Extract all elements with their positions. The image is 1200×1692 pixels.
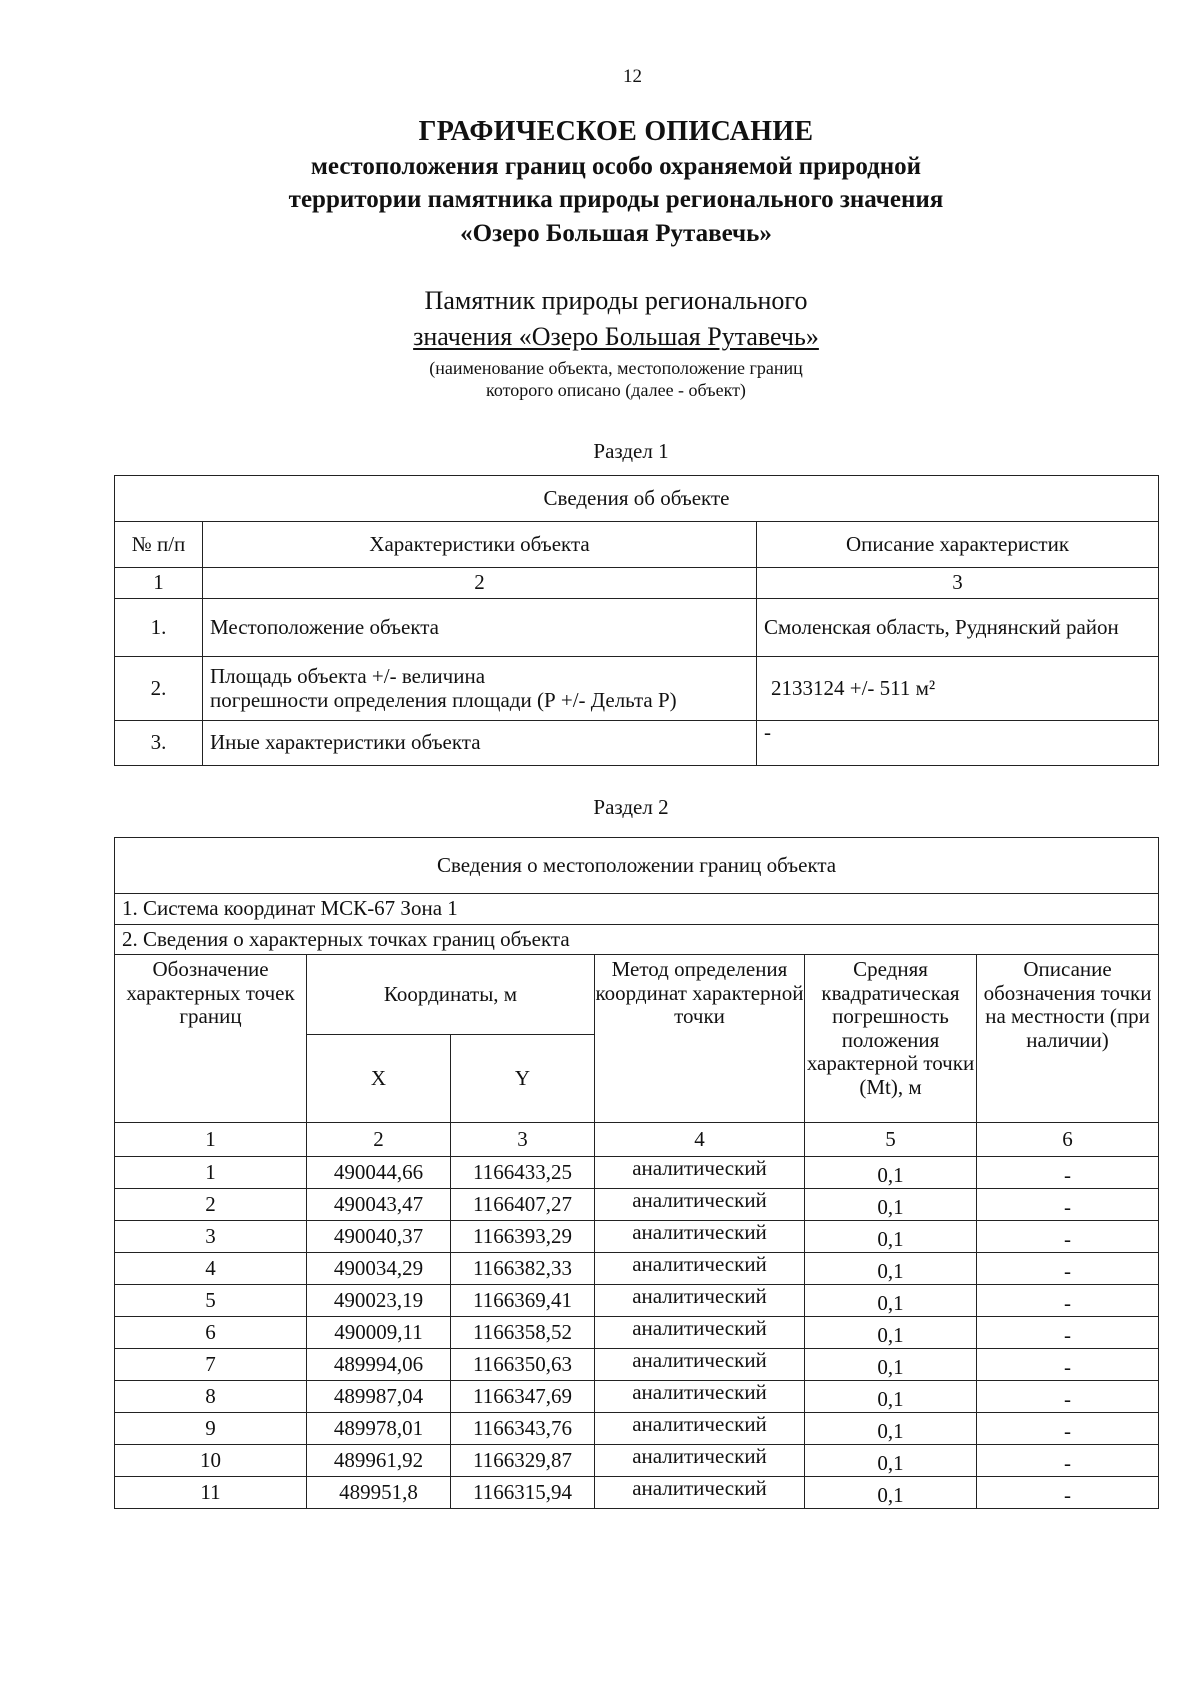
table2-colnum: 6 (977, 1123, 1159, 1157)
table-row (115, 1445, 1159, 1477)
section-1-label: Раздел 1 (593, 439, 669, 463)
row-method: аналитический (595, 1285, 805, 1317)
object-name-underlined: значения «Озеро Большая Рутавечь» (413, 322, 819, 351)
object-note-line-2: которого описано (далее - объект) (486, 380, 746, 400)
table-row (115, 1317, 1159, 1349)
table2-colnum: 2 (307, 1123, 451, 1157)
row-point-description: - (977, 1477, 1159, 1509)
row-x: 489987,04 (307, 1381, 451, 1413)
row-number: 1. (115, 599, 203, 657)
row-error: 0,1 (805, 1285, 977, 1317)
row-characteristic (203, 657, 757, 721)
row-point-number: 8 (115, 1381, 307, 1413)
row-point-description: - (977, 1317, 1159, 1349)
header-error: Средняя квадратическая погрешность положения характерной точки (Mt), м (805, 955, 977, 1123)
row-y: 1166343,76 (451, 1413, 595, 1445)
row-error: 0,1 (805, 1381, 977, 1413)
points-title: 2. Сведения о характерных точках границ объекта (115, 925, 1159, 955)
row-error: 0,1 (805, 1157, 977, 1189)
header-designation: Обозначение характерных точек границ (115, 955, 307, 1123)
coord-system: 1. Система координат МСК-67 Зона 1 (115, 894, 1159, 925)
row-method: аналитический (595, 1477, 805, 1509)
row-point-number: 1 (115, 1157, 307, 1189)
row-point-description: - (977, 1189, 1159, 1221)
header-y: Y (451, 1035, 595, 1123)
row-x: 490044,66 (307, 1157, 451, 1189)
table1-colnum-row (115, 568, 1159, 599)
row-point-number: 11 (115, 1477, 307, 1509)
row-x: 489978,01 (307, 1413, 451, 1445)
row-y: 1166350,63 (451, 1349, 595, 1381)
table1-colnum: 3 (757, 568, 1159, 599)
row-y: 1166315,94 (451, 1477, 595, 1509)
row-x: 490009,11 (307, 1317, 451, 1349)
table-row (115, 657, 1159, 721)
page-number: 12 (623, 66, 642, 87)
document-subtitle-line-1: местоположения границ особо охраняемой природной (310, 153, 922, 180)
row-method: аналитический (595, 1381, 805, 1413)
row-x: 490040,37 (307, 1221, 451, 1253)
row-error: 0,1 (805, 1349, 977, 1381)
row-point-number: 7 (115, 1349, 307, 1381)
row-error: 0,1 (805, 1413, 977, 1445)
table2-colnum: 1 (115, 1123, 307, 1157)
table-row (115, 1413, 1159, 1445)
object-info-table (114, 475, 1159, 766)
row-point-number: 4 (115, 1253, 307, 1285)
table1-title: Сведения об объекте (115, 476, 1159, 522)
section-2-label: Раздел 2 (593, 795, 669, 819)
row-x: 489994,06 (307, 1349, 451, 1381)
row-point-description: - (977, 1285, 1159, 1317)
row-y: 1166329,87 (451, 1445, 595, 1477)
table2-colnum: 5 (805, 1123, 977, 1157)
table1-header-description: Описание характеристик (757, 522, 1159, 568)
table-row (115, 1189, 1159, 1221)
row-point-number: 5 (115, 1285, 307, 1317)
row-y: 1166433,25 (451, 1157, 595, 1189)
table-row (115, 1253, 1159, 1285)
table1-header-characteristic: Характеристики объекта (203, 522, 757, 568)
row-x: 489951,8 (307, 1477, 451, 1509)
row-method: аналитический (595, 1157, 805, 1189)
row-y: 1166382,33 (451, 1253, 595, 1285)
row-point-description: - (977, 1445, 1159, 1477)
header-coordinates: Координаты, м (307, 955, 595, 1035)
row-point-number: 9 (115, 1413, 307, 1445)
header-method: Метод определения координат характерной точки (595, 955, 805, 1123)
row-characteristic-line-1: Площадь объекта +/- величина (210, 663, 486, 688)
object-note-line-1: (наименование объекта, местоположение границ (429, 358, 803, 378)
row-y: 1166358,52 (451, 1317, 595, 1349)
table-row (115, 1285, 1159, 1317)
row-description: - (757, 721, 1159, 766)
points-title-row (115, 925, 1159, 955)
row-method: аналитический (595, 1221, 805, 1253)
row-method: аналитический (595, 1349, 805, 1381)
row-error: 0,1 (805, 1477, 977, 1509)
row-point-number: 10 (115, 1445, 307, 1477)
row-point-description: - (977, 1157, 1159, 1189)
coord-system-row (115, 894, 1159, 925)
row-point-description: - (977, 1221, 1159, 1253)
row-y: 1166393,29 (451, 1221, 595, 1253)
header-point-description: Описание обозначения точки на местности (при наличии) (977, 955, 1159, 1123)
table2-title: Сведения о местоположении границ объекта (115, 838, 1159, 894)
table2-title-row (115, 838, 1159, 894)
object-name-line-1: Памятник природы регионального (424, 286, 808, 315)
table-row (115, 1157, 1159, 1189)
row-y: 1166347,69 (451, 1381, 595, 1413)
row-x: 490023,19 (307, 1285, 451, 1317)
row-y: 1166407,27 (451, 1189, 595, 1221)
row-error: 0,1 (805, 1221, 977, 1253)
row-y: 1166369,41 (451, 1285, 595, 1317)
table-row (115, 1477, 1159, 1509)
table-row (115, 721, 1159, 766)
table1-colnum: 1 (115, 568, 203, 599)
row-method: аналитический (595, 1189, 805, 1221)
header-x: X (307, 1035, 451, 1123)
row-error: 0,1 (805, 1253, 977, 1285)
row-x: 490043,47 (307, 1189, 451, 1221)
row-error: 0,1 (805, 1445, 977, 1477)
table-row (115, 599, 1159, 657)
row-point-number: 3 (115, 1221, 307, 1253)
table2-header-row (115, 955, 1159, 1035)
row-error: 0,1 (805, 1317, 977, 1349)
table1-header-num: № п/п (115, 522, 203, 568)
document-title: ГРАФИЧЕСКОЕ ОПИСАНИЕ (418, 116, 814, 147)
table1-header-row (115, 522, 1159, 568)
document-subtitle-line-2: территории памятника природы регионального значения (288, 186, 944, 213)
boundary-points-table (114, 837, 1159, 1509)
row-x: 490034,29 (307, 1253, 451, 1285)
table-row (115, 1349, 1159, 1381)
points-body (115, 1157, 1159, 1509)
row-point-description: - (977, 1413, 1159, 1445)
table-row (115, 1381, 1159, 1413)
object-name-line-2 (0, 322, 1200, 352)
row-method: аналитический (595, 1445, 805, 1477)
table2-colnum-row (115, 1123, 1159, 1157)
row-error: 0,1 (805, 1189, 977, 1221)
row-description: Смоленская область, Руднянский район (757, 599, 1159, 657)
row-point-number: 6 (115, 1317, 307, 1349)
row-method: аналитический (595, 1253, 805, 1285)
table1-title-row (115, 476, 1159, 522)
table2-colnum: 4 (595, 1123, 805, 1157)
row-point-description: - (977, 1349, 1159, 1381)
row-characteristic: Иные характеристики объекта (203, 721, 757, 766)
row-number: 3. (115, 721, 203, 766)
table1-colnum: 2 (203, 568, 757, 599)
row-description: 2133124 +/- 511 м² (757, 657, 1159, 721)
row-point-description: - (977, 1381, 1159, 1413)
row-characteristic: Местоположение объекта (203, 599, 757, 657)
document-subtitle-line-3: «Озеро Большая Рутавечь» (460, 220, 772, 247)
row-method: аналитический (595, 1317, 805, 1349)
row-number: 2. (115, 657, 203, 721)
row-method: аналитический (595, 1413, 805, 1445)
row-x: 489961,92 (307, 1445, 451, 1477)
table-row (115, 1221, 1159, 1253)
row-point-number: 2 (115, 1189, 307, 1221)
row-point-description: - (977, 1253, 1159, 1285)
table2-colnum: 3 (451, 1123, 595, 1157)
row-characteristic-line-2: погрешности определения площади (Р +/- Дельта Р) (210, 687, 677, 712)
